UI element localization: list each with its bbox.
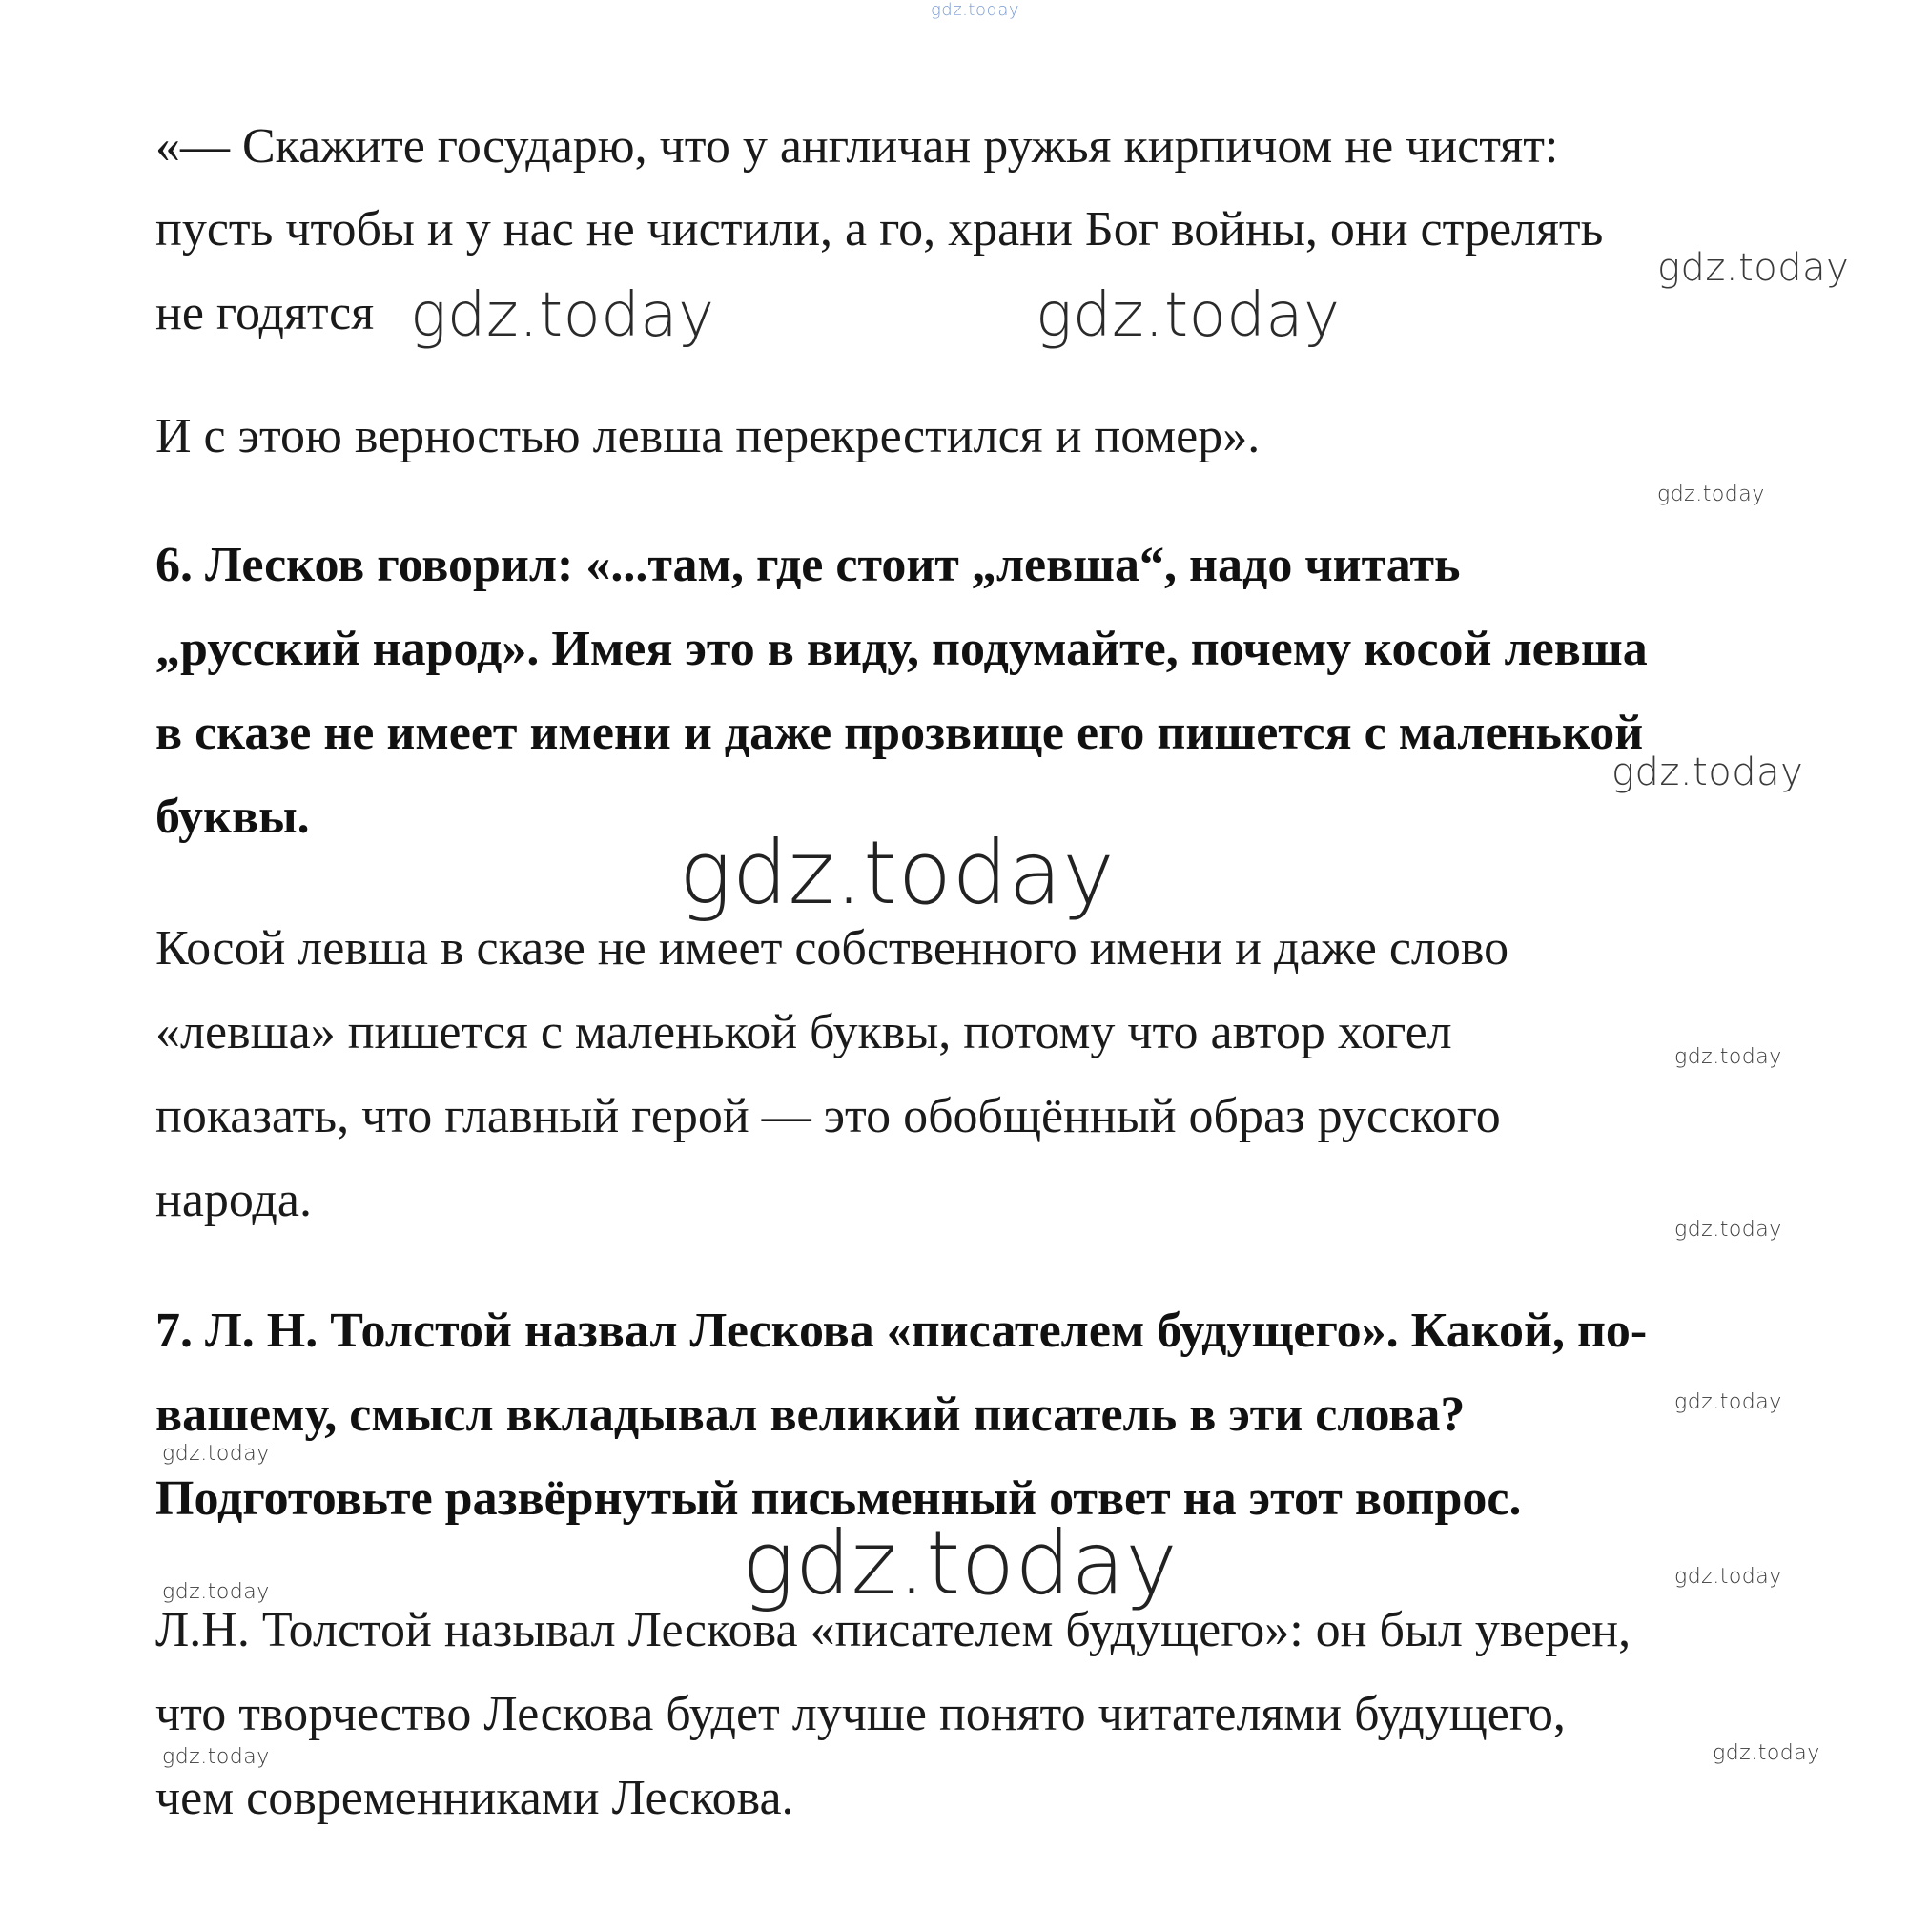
watermark-right-6: gdz.today <box>1674 1390 1782 1414</box>
watermark-inline-2: gdz.today <box>1036 280 1341 351</box>
question-7-line-1: 7. Л. Н. Толстой назвал Лескова «писателем будущего». Какой, по- <box>155 1304 1648 1358</box>
answer-6-line-4: народа. <box>155 1173 312 1227</box>
answer-7-line-3: чем современниками Лескова. <box>155 1771 794 1825</box>
quote-line-2: пусть чтобы и у нас не чистили, а го, храни Бог войны, они стрелять <box>155 202 1604 257</box>
answer-7-line-2: что творчество Лескова будет лучше понято читателями будущего, <box>155 1687 1566 1741</box>
watermark-top: gdz.today <box>931 0 1020 20</box>
quote-line-3: не годятся <box>155 286 375 340</box>
question-7-line-3: Подготовьте развёрнутый письменный ответ на этот вопрос. <box>155 1471 1522 1526</box>
watermark-right-2: gdz.today <box>1657 483 1765 506</box>
watermark-right-5: gdz.today <box>1674 1218 1782 1242</box>
watermark-left-3: gdz.today <box>162 1745 270 1769</box>
quote-line-4: И с этою верностью левша перекрестился и помер». <box>155 409 1261 463</box>
watermark-center-2: gdz.today <box>742 1512 1179 1614</box>
question-6-line-4: буквы. <box>155 790 310 844</box>
question-7-line-2: вашему, смысл вкладывал великий писатель в эти слова? <box>155 1387 1466 1442</box>
watermark-inline-1: gdz.today <box>410 280 715 351</box>
answer-6-line-2: «левша» пишется с маленькой буквы, потому что автор хогел <box>155 1005 1452 1059</box>
watermark-right-7: gdz.today <box>1674 1565 1782 1589</box>
watermark-right-4: gdz.today <box>1674 1045 1782 1069</box>
answer-7-line-1: Л.Н. Толстой называл Лескова «писателем будущего»: он был уверен, <box>155 1603 1631 1657</box>
question-6-line-2: „русский народ». Имея это в виду, подумайте, почему косой левша <box>155 622 1648 676</box>
watermark-left-1: gdz.today <box>162 1442 270 1466</box>
answer-6-line-3: показать, что главный герой — это обобщённый образ русского <box>155 1089 1501 1143</box>
watermark-right-3: gdz.today <box>1611 750 1804 794</box>
question-6-line-1: 6. Лесков говорил: «...там, где стоит „левша“, надо читать <box>155 538 1461 592</box>
question-6-line-3: в сказе не имеет имени и даже прозвище его пишется с маленькой <box>155 706 1644 760</box>
watermark-right-8: gdz.today <box>1713 1741 1820 1765</box>
quote-line-1: «— Скажите государю, что у англичан ружья кирпичом не чистят: <box>155 119 1559 174</box>
watermark-center-1: gdz.today <box>679 822 1116 924</box>
watermark-right-1: gdz.today <box>1657 246 1850 290</box>
watermark-left-2: gdz.today <box>162 1580 270 1604</box>
answer-6-line-1: Косой левша в сказе не имеет собственного имени и даже слово <box>155 921 1509 976</box>
